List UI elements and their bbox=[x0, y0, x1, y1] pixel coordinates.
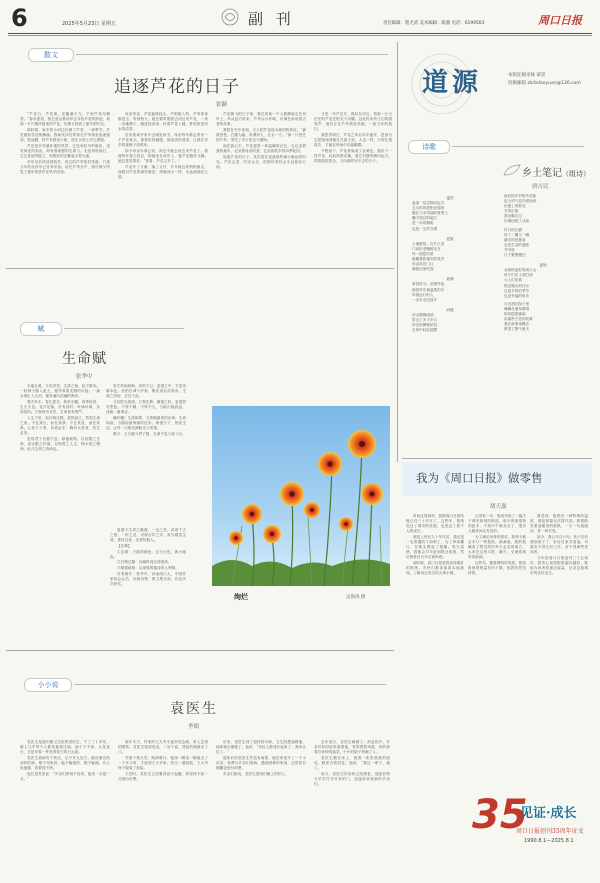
poem-author: 唐吉民 bbox=[532, 184, 549, 190]
poem-line: 镰刀划过的地方 bbox=[412, 216, 438, 221]
fu-column-2: 若夫风雨如晦，鸡鸣不已；逆境之中，方显英雄本色。松柏后凋于岁寒，梅花香自苦寒来。生命之坚韧，正在于此。 又若阳光普照，万物生辉；顺境之时，更需居安思危。不骄不躁，不卑不亢，方能行稳致远，成就一番事业。 噫吁嚱！生命如歌，当奏响最美的乐章；生命如画，当描绘最绚丽的色彩。珍惜当下，热爱生活，让每一天都充满阳光与希望。 歌曰：天行健兮君子强，生命不息兮奋斗长。 bbox=[106, 384, 186, 436]
poem-line: 麦浪一层层推向远方 bbox=[412, 201, 445, 206]
fu-author: 张华中 bbox=[76, 374, 93, 380]
column-divider bbox=[397, 42, 398, 462]
poem-line: 也是幸福的时光 bbox=[504, 293, 530, 298]
essay-column-3: 芦花飘飞的日子里，我总喜欢一个人静静地走在河岸上。风从远方吹来，芦苇沙沙作响，仿佛在诉说着古老的故事。 我曾在书中读到，古人把芦花视为离别的象征。“蒹葭苍苍，白露为霜。所谓伊人，在水一方。”那一片苍茫的芦苇，寄托了多少思念与期盼。 而在我心中，芦花更是一种温暖的记忆。它记录着我的童年，记录着母亲的爱，记录着故乡的四季轮回。 追逐芦花的日子，其实是在追逐那些渐行渐远的时光。芦花会老，时光会走，但那份美好会永远留存心间。 bbox=[216, 112, 306, 169]
essay-column-2: 母亲常说，芦花能做枕头，芦根能入药，芦苇浑身都是宝。每到秋天，她总要带着我去河边采芦花，一朵一朵地晒干，缝进枕套里。枕着芦花入睡，梦里都是河水的清香。 后来我离开家乡去城里读书，母亲每年都会寄来一个芦花枕头。那柔软的触感，那淡淡的清香，让我在异乡的夜晚不再孤单。 如今母亲年事已高，再也不能去河边采芦花了。我便每年春天回去，陪她坐在河岸上，看芦花随风飞舞。她总是笑着说：“你看，芦花又开了。” 芦花开了又落，落了又开，岁月就这样悄悄流走。而我对芦花的那份眷恋，却像河水一样，永远流淌在心底。 bbox=[118, 112, 208, 179]
poem-section bbox=[402, 132, 592, 452]
poem-line: 孩子们在上面打滚 bbox=[504, 273, 533, 278]
poem-title: 乡土笔记（组诗） bbox=[522, 168, 590, 179]
poem-line: 门前的老槐树还在 bbox=[412, 246, 441, 251]
fu-tag: 赋 bbox=[20, 322, 62, 336]
daoyuan-header bbox=[402, 44, 592, 124]
essay-section bbox=[6, 42, 394, 264]
poem-line: 我赤脚走过 bbox=[504, 214, 522, 219]
story-title: 袁医生 bbox=[170, 701, 218, 717]
stanza-heading: 老屋 bbox=[446, 236, 454, 241]
poem-leaf-icon bbox=[502, 162, 522, 176]
memoir-column-2: 记得有一年，报纸刊登了一篇关于城市规划的报道，那天的报纸特别抢手，不到中午就卖完了，很多人跑来问还有没有。 为了满足读者的需求，我每天都会多订一些报纸。渐渐地，我的报摊成了附近居民每天必去的地方，大家在这里买报、聊天，交流着城市的新闻。 这些年，随着网络的发展，纸质报纸的销量有所下降，但我依然坚持着。 bbox=[468, 514, 526, 576]
story-column-2: 那年冬天，村里的王大爷半夜突发急病，家人急得团团转。袁医生接到电话，二话不说，背起药箱就出了门。 外面下着大雪，路滑难行。他深一脚浅一脚地走了一个多小时，才赶到王大爷家。经过一番抢救，王大爷终于脱离了危险。 天亮时，袁医生已经累得直不起腰，却坚持不收一分钱出诊费。 bbox=[118, 740, 208, 781]
masthead-emblem bbox=[220, 7, 240, 27]
anniversary-line: 周口日报创刊35周年征文 bbox=[516, 828, 584, 835]
poem-line: 那是村庄最温柔的手 bbox=[412, 287, 445, 292]
poem-line: 磨出的是粮食 bbox=[504, 237, 526, 242]
story-section bbox=[6, 654, 394, 879]
essay-title: 追逐芦花的日子 bbox=[114, 77, 240, 97]
poem-line: 转了一圈又一圈 bbox=[504, 232, 530, 237]
issue-date: 2025年5月23日 星期五 bbox=[62, 21, 116, 27]
essay-tag: 散文 bbox=[28, 48, 74, 62]
editor-credits: 责任编辑：程尤武 美术编辑：陈强 电话：6199503 bbox=[383, 21, 485, 26]
poem-line: 这是丰收的季节 bbox=[504, 288, 530, 293]
poem-line: 金黄的麦粒堆成小山 bbox=[504, 268, 537, 273]
masthead-divider bbox=[8, 33, 592, 34]
stanza-heading: 炊烟 bbox=[446, 277, 454, 282]
poem-tag: 诗歌 bbox=[408, 140, 450, 154]
masthead bbox=[0, 0, 600, 34]
section-name: 副 刊 bbox=[248, 10, 295, 28]
essay-column-1: “芦花白，芦花黄，花絮满天飞，千里芦荡尽飘香。”春末夏初，我总爱沿着河岸去寻找芦花的踪迹，看那一片片随风摇曳的芦花，仿佛又回到了童年的时光。 那时候，家乡的小河边长满了芦苇，一到季节，芦花便如雪花般飘落。我和伙伴们常常在芦苇荡里追逐嬉戏，捉迷藏，折芦苇做成小船，放在水面上任它漂流。 芦花是乡村最朴素的风景，它没有牡丹的雍容，没有荷花的高洁，却有着顽强的生命力。无论风吹雨打，它总是迎风挺立，用柔软的花絮装点着大地。 多年以后再回到故乡，河边的芦苇依旧茂盛，只是当年的伙伴早已各奔东西。站在芦苇丛中，我仿佛又听见了童年的笑声在风中回荡。 bbox=[20, 112, 110, 174]
poem-line: 擦去额头的汗水 bbox=[504, 283, 530, 288]
poem-line: 仿佛回到了从前 bbox=[504, 219, 530, 224]
fu-title: 生命赋 bbox=[62, 351, 107, 367]
memoir-column-3: 我觉得，报纸有一种特殊的温度，那是屏幕无法替代的。捧着散发着油墨香的报纸，一字一句地阅读，是一种享受。 如今，我已年过六旬，孩子们劝我别再干了，好好在家享清福。可我舍不得这份工作，舍不得那些老读者。 今年是周口日报创刊三十五周年，我衷心祝愿报纸越办越好，继续为读者传递正能量，记录这座城市的美好变迁。 bbox=[530, 514, 588, 576]
stanza-heading: 麦田 bbox=[446, 196, 454, 200]
poem-line: 讲那些古老的故事 bbox=[504, 317, 533, 322]
poem-line: 河水静静流淌 bbox=[412, 312, 434, 317]
poem-line: 日子要慢慢过 bbox=[504, 253, 526, 258]
poem-line: 泥土的气息扑面而来 bbox=[504, 199, 537, 204]
poem-line: 奶奶摇着蒲扇 bbox=[504, 311, 526, 316]
daoyuan-title: 道源 bbox=[422, 68, 483, 98]
poem-line: 大人们笑着 bbox=[504, 278, 522, 283]
poem-line: 母亲站在门口 bbox=[412, 262, 434, 267]
poem-line: 蛐蛐在墙角歌唱 bbox=[504, 306, 530, 311]
poem-column-left bbox=[412, 194, 488, 444]
story-column-3: 后来，袁医生到了退休的年龄，卫生院想返聘他，他却婉言谢绝了。他说：“年轻人都成长起来了，我该让位了。” 退休后的袁医生并没有闲着，他在家里开了一个小诊室，免费为乡亲们看病，遇到困难的家庭，还常常自掏腰包垫付药费。 乡亲们都说，袁医生是咱们镇上的好人。 bbox=[216, 740, 306, 776]
poem-line: 也是一生的守望 bbox=[412, 226, 438, 231]
daoyuan-subline-1: 本版征稿审核 蒙雷 bbox=[508, 73, 546, 78]
poem-line: 爷爷说 bbox=[504, 247, 515, 252]
poem-line: 黄昏时分，炊烟升起 bbox=[412, 282, 445, 287]
poem-line: 村口的石磨 bbox=[504, 227, 522, 232]
poem-line: 岸边的柳树依旧 bbox=[412, 323, 438, 328]
poem-line: 是一年的期盼 bbox=[412, 221, 434, 226]
story-tag: 小小说 bbox=[24, 678, 72, 692]
fu-section bbox=[6, 272, 394, 650]
poem-line: 喊我回家吃饭 bbox=[412, 267, 434, 272]
essay-column-4: 又是一年芦花开，我站在河边，看那一片白茫茫的芦花在阳光下闪耀。远处传来孩子们的嬉笑声，他们正在芦苇荡里奔跑，一如当年的我们。 我忽然明白，芦花之所以年年盛开，是因为它把根深深地扎在泥土里。人也一样，只有扎根故乡，才能在风雨中站稳脚跟。 夕阳西下，芦花被染成了金黄色。我折下一枝芦花，轻轻吹散花絮，看它们随风飘向远方，带着我的思念，飞向那些回不去的日子。 bbox=[314, 112, 392, 164]
anniversary-ad bbox=[470, 790, 594, 874]
poem-line: 我在故事里睡去 bbox=[504, 322, 530, 327]
page-number: 6 bbox=[11, 4, 28, 32]
poem-line: 都藏着我童年的笑声 bbox=[412, 257, 445, 262]
story-column-1: 袁医生是我们镇卫生院的老医生，干了三十多年，镇上几乎每个人都找他看过病。他个子不高，头发花白，总是穿着一件洗得发白的白大褂。 袁医生看病有个特点，从不开大处方。能用便宜药治好的病，绝不用贵药；能不输液的，绝不输液。有人说他傻，放着钱不挣。 他总是笑笑说：“乡亲们挣钱不容易，能省一点是一点。” bbox=[20, 740, 110, 781]
photo-caption: 绚烂 bbox=[234, 592, 248, 601]
photo-credit: 吴海涛 摄 bbox=[346, 595, 366, 600]
poem-line: 牵着远行的人 bbox=[412, 292, 434, 297]
poem-line: 田埂上的野花 bbox=[504, 204, 526, 209]
poem-line: 雨后的乡村格外清新 bbox=[504, 194, 537, 198]
poem-line: 开得正艳 bbox=[504, 209, 519, 214]
story-column-4: 去年春天，袁医生病倒了。消息传开，乡亲们纷纷赶来看望他，有的提着鸡蛋，有的拿着自家种的蔬菜，小小的院子挤满了人。 袁医生躺在床上，看着一张张熟悉的面孔，眼里含着泪花。他说：“我这一辈子，值了。” 如今，袁医生的身体已经康复，他依旧每天早早打开诊室的门，迎接前来看病的乡亲们。 bbox=[314, 740, 390, 786]
fu-column-1: 天地玄黄，宇宙洪荒。生命之始，起于微末。一粒种子落入泥土，便孕育着无限的可能；一滴水珠汇入江河，便奔涌向浩瀚的海洋。 观夫草木，春生夏长，秋收冬藏，四季轮回，生生不息。花开花落，自有其时；叶绿叶黄，各得其所。万物皆有灵性，生命皆有尊严。 人生于世，如白驹过隙，忽然而已。然则生命之贵，不在其长，而在其厚；不在其显，而在其真。心怀天下者，其命必宏；胸有大爱者，其生必美。 是故君子自强不息，厚德载物。以有限之生命，创无限之价值；以短暂之人生，铸永恒之精神。此乃生命之真谛也。 bbox=[20, 384, 100, 451]
newspaper-logo: 周口日报 bbox=[538, 14, 582, 27]
poem-line: 一步步走回故乡 bbox=[412, 297, 438, 302]
poem-line: 月光洒在院子里 bbox=[504, 301, 530, 306]
anniversary-number: 35 bbox=[472, 792, 528, 838]
memoir-section bbox=[402, 458, 594, 878]
memoir-author: 胡天嘉 bbox=[490, 504, 507, 510]
fu-column-3: 复感于生命之脆弱，一念之差，或成千古之恨；一时之忍，可保百年之安。故当敬畏生命，善待自身，亦善待他人。 【注释】 ①玄黄：天地的颜色，玄为天色，黄为地色。 ②白驹过隙：比喻时间过得很快。 ③厚德载物：以深厚的德泽育人利物。 作者简介：张华中，河南周口人，中国作家协会会员，出版诗集、散文集多部，作品多次获奖。 bbox=[110, 528, 186, 586]
memoir-title: 我为《周口日报》做零售 bbox=[416, 471, 543, 485]
poem-line: 梦见了整个夏天 bbox=[504, 327, 530, 332]
anniversary-dates: 1990.8.1—2025.8.1 bbox=[524, 838, 574, 844]
flower-photo bbox=[212, 406, 390, 586]
essay-author: 张颖 bbox=[216, 102, 228, 108]
story-author: 李娟 bbox=[188, 724, 200, 730]
poem-line: 也是生活的滋味 bbox=[504, 242, 530, 247]
poem-line: 每一道裂纹里 bbox=[412, 251, 434, 256]
stanza-heading: 河流 bbox=[446, 307, 454, 312]
stanza-heading: 麦场 bbox=[539, 263, 547, 268]
anniversary-slogan: 见证·成长 bbox=[520, 806, 577, 821]
daoyuan-subline-2: 投稿邮箱 zkrbdaoyuan@126.com bbox=[508, 81, 581, 86]
poem-column-right bbox=[504, 194, 582, 444]
poem-line: 撒在父亲弯曲的脊背上 bbox=[412, 211, 448, 216]
poem-line: 带走了多少岁月 bbox=[412, 317, 438, 322]
poem-line: 五月的风把阳光揉碎 bbox=[412, 206, 445, 211]
poem-line: 在风中轻轻摇摆 bbox=[412, 328, 438, 333]
memoir-column-1: 时间过得真快，我跟周口日报结缘已经三十多年了。这些年，报纸见证了城市的发展，也见证了我个人的成长。 那是上世纪九十年代初，我还是一名普通的下岗职工，为了养家糊口，在街头摆起了报摊。每天清晨，我都会早早赶到报社取报，然后骑着自行车走街串巷。 那时候，周口日报是我卖得最好的报纸。市民们都喜欢看本地新闻，了解身边发生的大事小情。 bbox=[406, 514, 464, 576]
poem-line: 土墙斑驳，瓦片已旧 bbox=[412, 241, 445, 246]
